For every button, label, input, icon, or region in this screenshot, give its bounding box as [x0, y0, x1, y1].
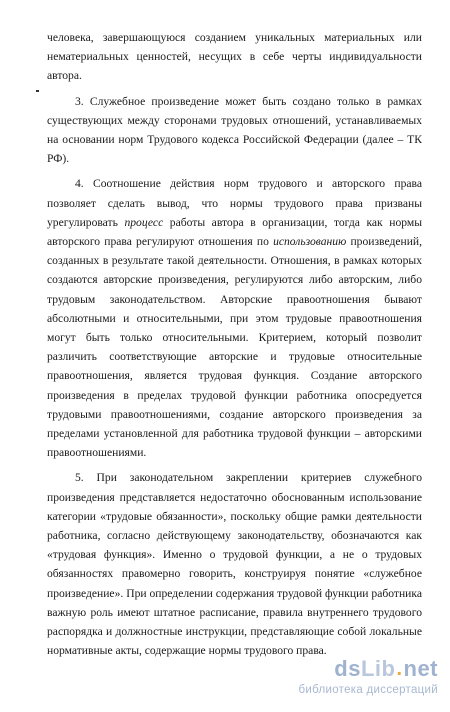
- watermark: [298, 656, 438, 700]
- document-page: [47, 28, 422, 661]
- paragraph-4-text-a: 4. Соотношение действия норм трудового и авторского права позволяет сделать вывод, что нормы трудового права призваны урегулировать: [47, 177, 422, 229]
- watermark-logo-dot: .: [396, 657, 403, 680]
- watermark-caption: библиотека диссертаций: [298, 684, 438, 696]
- watermark-logo: [334, 656, 438, 682]
- watermark-logo-lib: Lib: [360, 656, 396, 681]
- paragraph-5: 5. При законодательном закреплении критериев служебного произведения представляется недостаточно обоснованным использование категории «трудовые обязанности», поскольку общие рамки деятельности работника, согласно действующему законодательству, обозначаются как «трудовая функция». Именно о трудовой функции, а не о трудовых обязанностях правомерно говорить, конструируя понятие «служебное произведение». При определении содержания трудовой функции работника важную роль имеют штатное расписание, правила внутреннего трудового распорядка и должностные инструкции, представляющие собой локальные нормативные акты, содержащие нормы трудового права.: [47, 471, 422, 658]
- watermark-logo-net: net: [403, 656, 438, 681]
- paragraph-4-text-c: произведений, созданных в результате такой деятельности. Отношения, в рамках которых создаются авторские произведения, регулируются либо авторским, либо трудовым законодательством. Авторские правоотношения бывают абсолютными и относительными, при этом трудовые правоотношения могут быть только относительными. Критерием, который позволит различить соответствующие авторские и трудовые относительные правоотношения, является трудовая функция. Создание авторского произведения в пределах трудовой функции работника опосредуется трудовыми правоотношениями, создание авторского произведения за пределами установленной для работника трудовой функции – авторскими правоотношениями.: [47, 235, 423, 460]
- paragraph-3: 3. Служебное произведение может быть создано только в рамках существующих между сторонами трудовых отношений, устанавливаемых на основании норм Трудового кодекса Российской Федерации (далее – ТК РФ).: [47, 94, 422, 166]
- paragraph-4-italic-process: процесс: [124, 215, 164, 229]
- watermark-logo-ds: ds: [334, 656, 361, 681]
- paragraph-continuation: человека, завершающуюся созданием уникальных материальных или нематериальных ценностей, несущих в себе черты индивидуальности автора.: [47, 31, 422, 83]
- paragraph-4-italic-use: использованию: [273, 235, 347, 249]
- paragraph-4-text-b: работы автора в организации, тогда как нормы авторского права регулируют отношения по: [47, 215, 422, 249]
- paragraph-4: [47, 174, 422, 462]
- margin-mark: [36, 90, 39, 92]
